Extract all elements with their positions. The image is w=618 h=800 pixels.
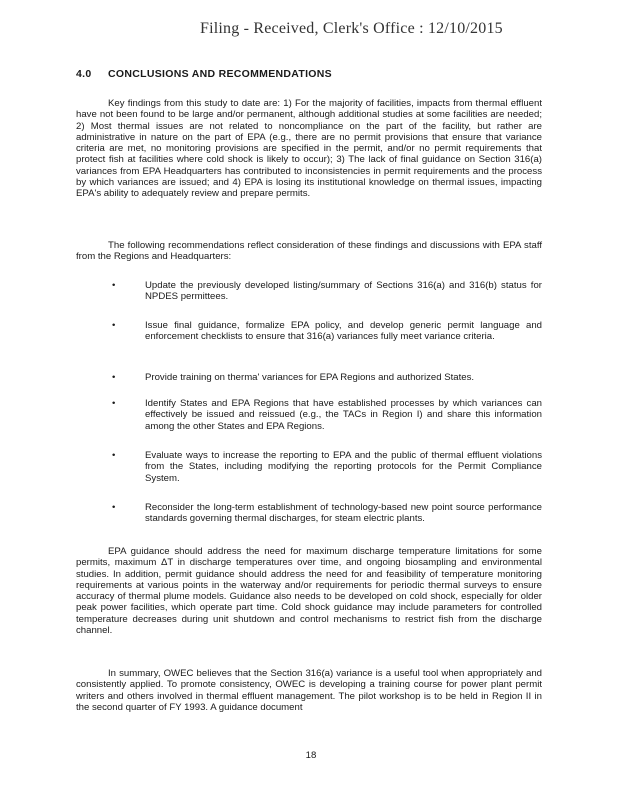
bullet-icon: • <box>112 502 116 513</box>
summary-paragraph: In summary, OWEC believes that the Section 316(a) variance is a useful tool when appropriately and consistently applied. To promote consistency, OWEC is developing a training course for power plant permit writers and others involved in thermal effluent management. The pilot workshop is to be held in Region II in the second quarter of FY 1993. A guidance document <box>76 668 542 713</box>
bullet-text: Identify States and EPA Regions that have established processes by which variances can effectively be issued and reissued (e.g., the TACs in Region I) and share this information among the other States and EPA Regions. <box>145 398 542 432</box>
bullet-text: Reconsider the long-term establishment of technology-based new point source performance standards governing thermal discharges, for steam electric plants. <box>145 502 542 525</box>
bullet-text: Issue final guidance, formalize EPA policy, and develop generic permit language and enforcement checklists to ensure that 316(a) variances fully meet variance criteria. <box>145 320 542 343</box>
bullet-icon: • <box>112 398 116 409</box>
page-number: 18 <box>305 750 317 761</box>
section-number: 4.0 <box>76 68 92 80</box>
key-findings-paragraph: Key findings from this study to date are: 1) For the majority of facilities, impacts from thermal effluent have not been found to be large and/or permanent, although additional studies at some facilities are needed; 2) Most thermal issues are not related to noncompliance on the part of the facility, but rather are administrative in nature on the part of EPA (e.g., there are no permit provisions that ensure that variance criteria are met, no monitoring provisions are specified in the permit, and/or no permit requirements that protect fish at facilities where cold shock is likely to occur); 3) The lack of final guidance on Section 316(a) variances from EPA Headquarters has contributed to inconsistencies in permit requirements and the process by which variances are issued; and 4) EPA is losing its institutional knowledge on thermal issues, impacting EPA's ability to adequately review and prepare permits. <box>76 98 542 200</box>
guidance-paragraph: EPA guidance should address the need for maximum discharge temperature limitations for some permits, maximum ΔT in discharge temperatures over time, and ongoing biosampling and environmental studies. In addition, permit guidance should address the need for and feasibility of temperature monitoring requirements at various points in the waterway and/or requirements for periodic thermal surveys to ensure accuracy of thermal plume models. Guidance also needs to be developed on cold shock, especially for older peak power facilities, which operate part time. Cold shock guidance may include parameters for controlled temperature decreases during unit shutdown and control mechanisms to restrict fish from the discharge channel. <box>76 546 542 637</box>
section-title: CONCLUSIONS AND RECOMMENDATIONS <box>108 68 332 80</box>
bullet-text: Evaluate ways to increase the reporting to EPA and the public of thermal effluent violations from the States, including modifying the reporting protocols for the Permit Compliance System. <box>145 450 542 484</box>
bullet-text: Provide training on therma' variances for EPA Regions and authorized States. <box>145 372 475 383</box>
recommendations-intro-paragraph: The following recommendations reflect consideration of these findings and discussions with EPA staff from the Regions and Headquarters: <box>76 240 542 263</box>
section-heading <box>76 68 332 80</box>
bullet-icon: • <box>112 372 116 383</box>
bullet-icon: • <box>112 450 116 461</box>
bullet-icon: • <box>112 320 116 331</box>
bullet-text: Update the previously developed listing/summary of Sections 316(a) and 316(b) status for NPDES permittees. <box>145 280 542 303</box>
bullet-icon: • <box>112 280 116 291</box>
filing-stamp: Filing - Received, Clerk's Office : 12/10/2015 <box>200 20 503 37</box>
